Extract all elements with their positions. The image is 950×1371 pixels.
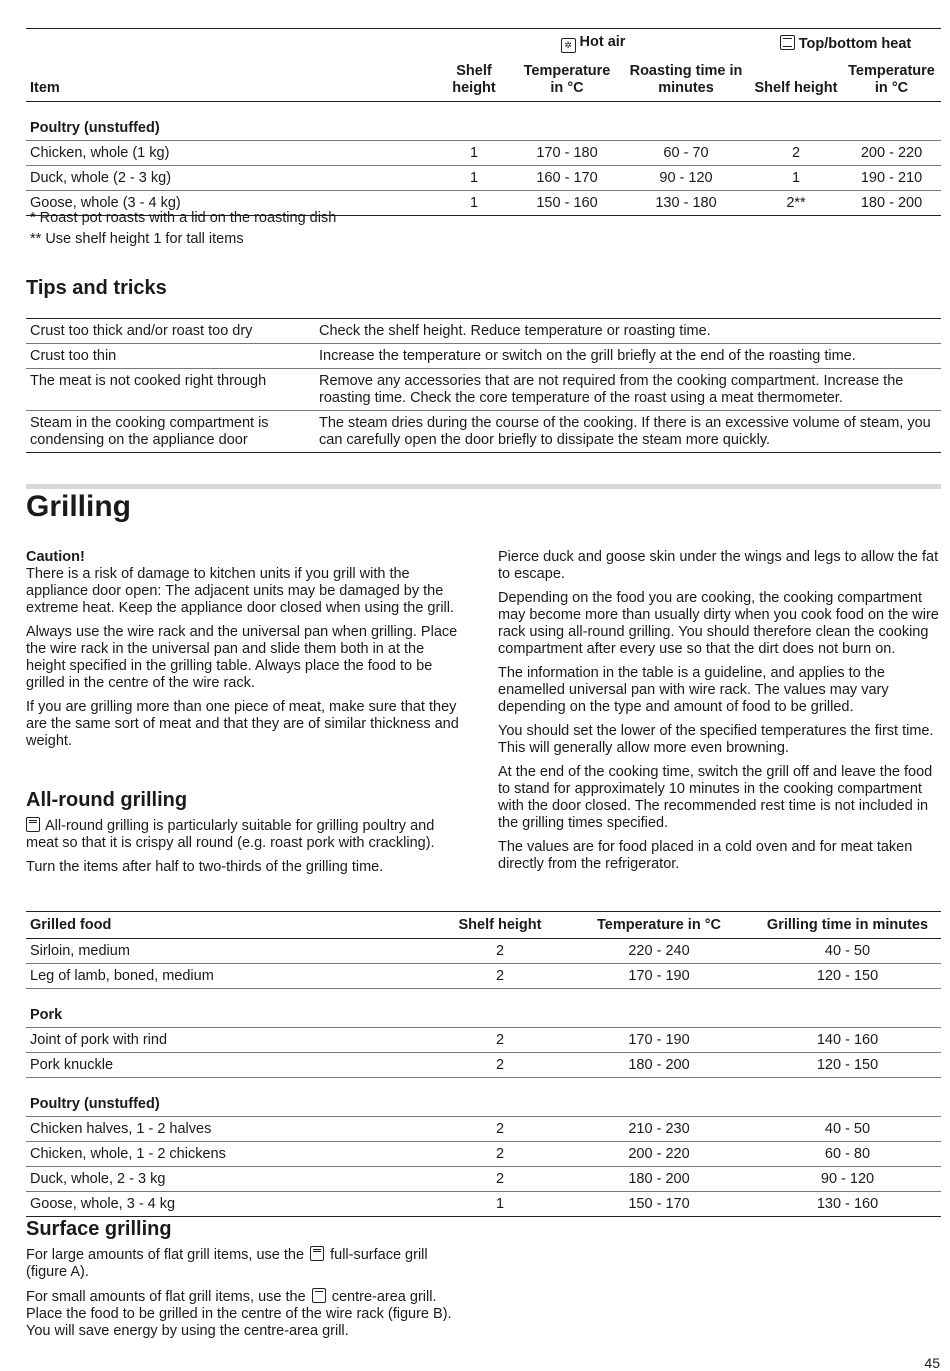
top-bottom-heat-mode-label: Top/bottom heat: [780, 36, 912, 52]
caution-text: There is a risk of damage to kitchen units if you grill with the appliance door open: The adjacent units may be damaged by the extreme heat. Keep the appliance door closed when using the grill.: [26, 566, 455, 616]
grilling-left-column: [26, 549, 466, 757]
paragraph: You should set the lower of the specified temperatures the first time. This will generally allow more even browning.: [498, 723, 934, 756]
col-grilled-food: Grilled food: [26, 912, 436, 939]
col-item: Item: [30, 80, 60, 96]
table-row: The meat is not cooked right through Remove any accessories that are not required from the cooking compartment. Increase the roasting time. Check the core temperature of the roast using a meat thermometer.: [26, 369, 941, 411]
group-title: Poultry (unstuffed): [26, 102, 941, 141]
paragraph-part: centre-area grill. Place the food to be grilled in the centre of the wire rack (figure B). You will save energy by using the centre-area grill.: [26, 1289, 452, 1339]
grilling-right-column: [498, 549, 940, 880]
table-row: Chicken halves, 1 - 2 halves 2 210 - 230 40 - 50: [26, 1117, 941, 1142]
paragraph: Turn the items after half to two-thirds of the grilling time.: [26, 859, 384, 875]
table-row: Duck, whole, 2 - 3 kg 2 180 - 200 90 - 120: [26, 1167, 941, 1192]
table-row: Chicken, whole, 1 - 2 chickens 2 200 - 220 60 - 80: [26, 1142, 941, 1167]
table-row: Crust too thin Increase the temperature or switch on the grill briefly at the end of the roasting time.: [26, 344, 941, 369]
footnote-2: ** Use shelf height 1 for tall items: [30, 231, 244, 247]
table-row: Joint of pork with rind 2 170 - 190 140 - 160: [26, 1028, 941, 1053]
section-divider: [26, 484, 941, 489]
paragraph: Always use the wire rack and the universal pan when grilling. Place the wire rack in the universal pan and slide them both in at the height specified in the grilling table. Always place the food to be grilled in the centre of the wire rack.: [26, 624, 458, 691]
tips-heading: Tips and tricks: [26, 277, 167, 299]
table-row: Steam in the cooking compartment is condensing on the appliance door The steam dries during the course of the cooking. If there is an excessive volume of steam, you can carefully open the door briefly to dissipate the steam more quickly.: [26, 411, 941, 453]
col-grilling-time: Grilling time in minutes: [754, 912, 941, 939]
col-temperature-2: Temperature in °C: [848, 63, 935, 96]
page-number: 45: [924, 1355, 940, 1371]
table-row: Chicken, whole (1 kg) 1 170 - 180 60 - 70 2 200 - 220: [26, 141, 941, 166]
paragraph: The information in the table is a guideline, and applies to the enamelled universal pan with wire rack. The values may vary depending on the type and amount of food to be grilled.: [498, 665, 889, 715]
table-row: Crust too thick and/or roast too dry Check the shelf height. Reduce temperature or roasting time.: [26, 319, 941, 344]
full-surface-grill-icon: [310, 1246, 324, 1261]
grilling-table: [26, 911, 941, 1217]
hot-air-fan-icon: ✲: [561, 38, 576, 53]
col-roasting-time: Roasting time in minutes: [629, 63, 743, 96]
col-shelf-height-2: Shelf height: [754, 80, 838, 96]
paragraph: Pierce duck and goose skin under the wings and legs to allow the fat to escape.: [498, 549, 939, 582]
col-temperature: Temperature in °C: [564, 912, 754, 939]
caution-label: Caution!: [26, 549, 85, 565]
paragraph: If you are grilling more than one piece of meat, make sure that they are the same sort of meat and that they are of similar thickness and weight.: [26, 699, 459, 749]
table-row: Leg of lamb, boned, medium 2 170 - 190 120 - 150: [26, 964, 941, 989]
col-shelf-height: Shelf height: [436, 912, 564, 939]
group-title: Pork: [26, 989, 941, 1028]
paragraph: At the end of the cooking time, switch the grill off and leave the food to stand for approximately 10 minutes in the cooking compartment with the door closed. The recommended rest time is not included in the grilling times specified.: [498, 764, 933, 831]
roasting-table: [26, 28, 941, 216]
tips-table: [26, 318, 941, 453]
paragraph: The values are for food placed in a cold oven and for meat taken directly from the refrigerator.: [498, 839, 913, 872]
surface-grilling-heading: Surface grilling: [26, 1218, 172, 1240]
footnote-1: * Roast pot roasts with a lid on the roasting dish: [30, 210, 337, 226]
paragraph-part: For small amounts of flat grill items, use the: [26, 1289, 306, 1305]
allround-grilling-heading: All-round grilling: [26, 789, 188, 811]
paragraph-part: For large amounts of flat grill items, use the: [26, 1247, 305, 1263]
hot-air-mode-label: ✲ Hot air: [561, 34, 626, 50]
table-row: Pork knuckle 2 180 - 200 120 - 150: [26, 1053, 941, 1078]
surface-grilling-text: [26, 1246, 471, 1347]
col-shelf-height: Shelf height: [452, 63, 496, 96]
top-bottom-heat-icon: [780, 35, 795, 50]
table-row: Goose, whole, 3 - 4 kg 1 150 - 170 130 - 160: [26, 1192, 941, 1217]
group-title: Poultry (unstuffed): [26, 1078, 941, 1117]
table-row: Duck, whole (2 - 3 kg) 1 160 - 170 90 - 120 1 190 - 210: [26, 166, 941, 191]
table-row: Sirloin, medium 2 220 - 240 40 - 50: [26, 939, 941, 964]
col-temperature: Temperature in °C: [523, 63, 611, 96]
grilling-heading: Grilling: [26, 490, 131, 523]
centre-area-grill-icon: [312, 1288, 326, 1303]
table-row: Goose, whole (3 - 4 kg) 1 150 - 160 130 - 180 2** 180 - 200: [26, 191, 941, 216]
paragraph: All-round grilling is particularly suitable for grilling poultry and meat so that it is crispy all round (e.g. roast pork with crackling).: [26, 818, 435, 851]
allround-grill-icon: [26, 817, 40, 832]
paragraph-part: full-surface grill (figure A).: [26, 1247, 428, 1280]
allround-column: [26, 817, 466, 883]
paragraph: Depending on the food you are cooking, the cooking compartment may become more than usually dirty when you cook food on the wire rack using all-round grilling. You should therefore clean the cooking compartment after every use so that the dirt does not burn on.: [498, 590, 939, 657]
